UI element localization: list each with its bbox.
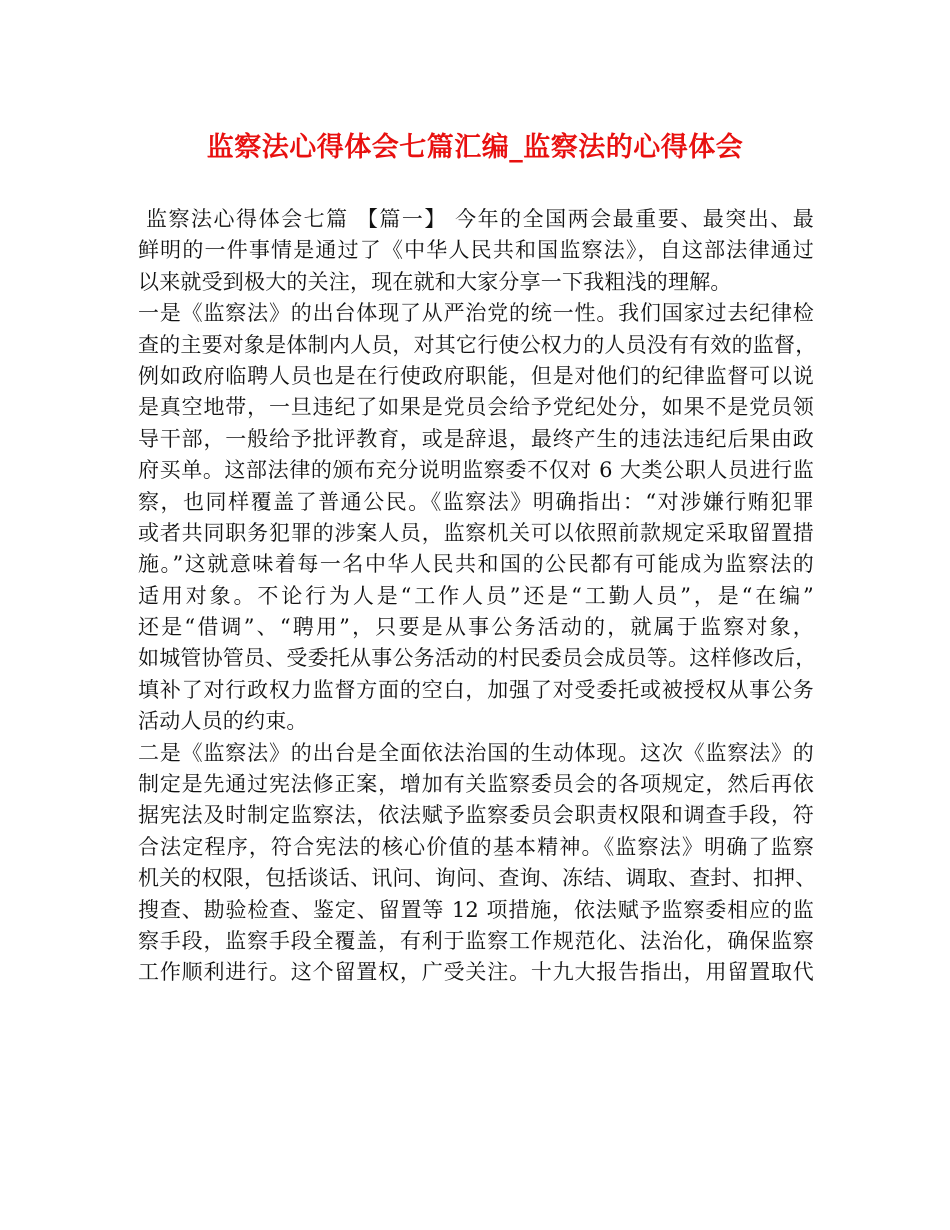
body-line: 还是“借调”、“聘用”，只要是从事公务活动的，就属于监察对象， [138, 615, 814, 640]
body-line: 查的主要对象是体制内人员，对其它行使公权力的人员没有有效的监督， [138, 332, 817, 357]
body-line: 适用对象。不论行为人是“工作人员”还是“工勤人员”，是“在编” [138, 583, 814, 608]
body-line: 是真空地带，一旦违纪了如果是党员会给予党纪处分，如果不是党员领 [138, 395, 814, 420]
document-title: 监察法心得体会七篇汇编_监察法的心得体会 [206, 132, 744, 163]
body-line: 二是《监察法》的出台是全面依法治国的生动体现。这次《监察法》的 [138, 740, 814, 765]
body-line: 搜查、勘验检查、鉴定、留置等 12 项措施，依法赋予监察委相应的监 [138, 897, 814, 922]
body-line: 或者共同职务犯罪的涉案人员，监察机关可以依照前款规定采取留置措 [138, 520, 814, 545]
body-line: 制定是先通过宪法修正案，增加有关监察委员会的各项规定，然后再依 [138, 772, 814, 797]
body-line: 鲜明的一件事情是通过了《中华人民共和国监察法》，自这部法律通过 [138, 238, 814, 263]
body-line: 如城管协管员、受委托从事公务活动的村民委员会成员等。这样修改后， [138, 646, 817, 671]
body-line: 以来就受到极大的关注，现在就和大家分享一下我粗浅的理解。 [138, 269, 732, 294]
body-line: 工作顺利进行。这个留置权，广受关注。十九大报告指出，用留置取代 [138, 960, 814, 985]
body-line: 察，也同样覆盖了普通公民。《监察法》明确指出：“对涉嫌行贿犯罪 [138, 489, 814, 514]
body-line: 合法定程序，符合宪法的核心价值的基本精神。《监察法》明确了监察 [138, 834, 814, 859]
body-line: 监察法心得体会七篇 【篇一】 今年的全国两会最重要、最突出、最 [146, 207, 814, 231]
body-line: 府买单。这部法律的颁布充分说明监察委不仅对 6 大类公职人员进行监 [138, 458, 814, 483]
body-line: 机关的权限，包括谈话、讯问、询问、查询、冻结、调取、查封、扣押、 [138, 866, 817, 891]
body-line: 一是《监察法》的出台体现了从严治党的统一性。我们国家过去纪律检 [138, 301, 814, 326]
document-body [138, 204, 817, 989]
body-line: 填补了对行政权力监督方面的空白，加强了对受委托或被授权从事公务 [138, 677, 814, 702]
body-line: 例如政府临聘人员也是在行使政府职能，但是对他们的纪律监督可以说 [138, 363, 814, 388]
body-line: 施。”这就意味着每一名中华人民共和国的公民都有可能成为监察法的 [138, 552, 814, 577]
body-line: 察手段，监察手段全覆盖，有利于监察工作规范化、法治化，确保监察 [138, 928, 814, 953]
body-line: 导干部，一般给予批评教育，或是辞退，最终产生的违法违纪后果由政 [138, 426, 814, 451]
body-line: 活动人员的约束。 [138, 709, 308, 734]
body-line: 据宪法及时制定监察法，依法赋予监察委员会职责权限和调查手段，符 [138, 803, 814, 828]
